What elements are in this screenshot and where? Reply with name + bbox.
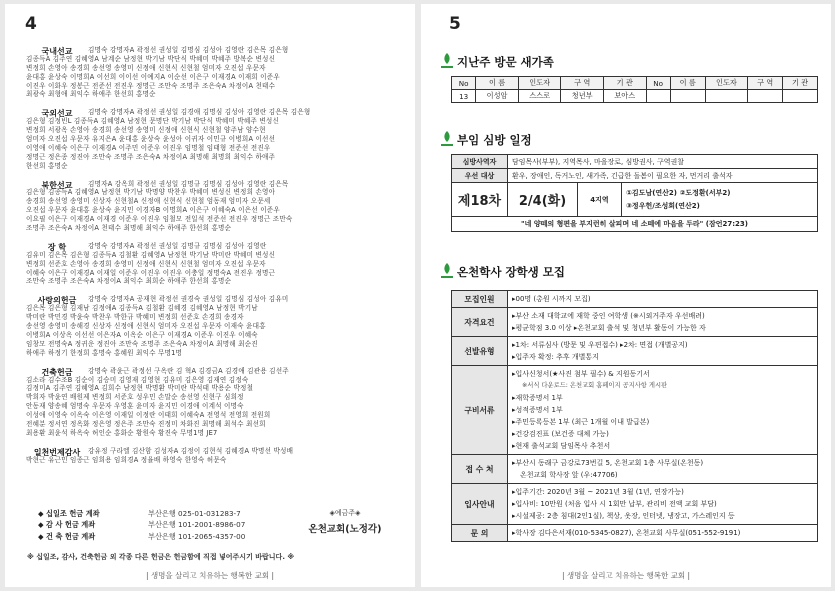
column-header: 이 름 bbox=[476, 77, 519, 90]
row-line: ▸1차: 서류심사 (방문 및 우편접수) ▸2차: 면접 (개별공지) bbox=[512, 341, 688, 349]
leaf-icon bbox=[441, 262, 453, 280]
page-footer: | 생명을 살리고 치유하는 행복한 교회 | bbox=[145, 571, 275, 580]
offering-names: 김은목 김은형 김재남 김정애A 김종득A 김철환 김혜경 김혜영A 남정현 박기남 bbox=[26, 304, 258, 313]
offering-title: 국내선교 bbox=[41, 47, 73, 56]
offering-names: 이성애 이영숙 이옥숙 이은영 이재일 이정란 이태희 이혜숙A 전영석 전영희 전원희 bbox=[26, 411, 271, 420]
visit-round: 제18차 bbox=[452, 183, 508, 217]
offering-names: 윤대홍 윤상숙 이명희A 이선희 이이선 이예지A 이순선 이은구 이재경A 이재희 이준우 bbox=[26, 72, 280, 81]
row-label: 문 의 bbox=[452, 525, 508, 542]
visitor-no: 13 bbox=[452, 90, 476, 103]
offering-names: 이진우 이화우 정봉근 전준선 전진우 정명근 조만숙 조명주 조은숙A 차정이A 천태수 bbox=[26, 81, 276, 90]
account-number: 부산은행 025-01-031283-7 bbox=[148, 508, 241, 518]
table-row bbox=[452, 155, 818, 169]
offering-title: 장 학 bbox=[47, 242, 67, 252]
empty-cell bbox=[670, 90, 705, 103]
offering-group bbox=[26, 180, 406, 233]
visitor-org: 보아스 bbox=[603, 90, 646, 103]
offering-names: 조명주 조은숙A 차정이A 천태수 최명해 최익수 하애주 한선희 홍명순 bbox=[26, 224, 232, 233]
visit-table bbox=[451, 154, 818, 232]
offering-names: 김은형 김정빈L 김종득A 김혜영A 남정현 문명단 박기남 박단식 박혜미 박혜주 변성신 bbox=[26, 117, 280, 126]
offering-names: 한선희 홍명순 bbox=[26, 161, 68, 170]
offering-names: 전혜분 정서연 정옥화 정은영 정은주 조만숙 진정미 차화진 최명해 최석수 최선희 bbox=[26, 419, 266, 428]
visitor-name: 이성암 bbox=[476, 90, 519, 103]
offering-group bbox=[26, 367, 406, 438]
row-line: ▸입주자 확정: 추후 개별통지 bbox=[512, 353, 599, 361]
right-page bbox=[421, 4, 831, 587]
table-row bbox=[452, 308, 818, 337]
page-number: 5 bbox=[449, 14, 461, 34]
visit-title: 부임 심방 일정 bbox=[457, 133, 532, 147]
offering-names: 박미란 박민경 박윤숙 박찬우 박한규 박혜미 변정희 선준호 손경희 송경자 bbox=[26, 313, 244, 322]
column-header: 인도자 bbox=[705, 77, 748, 90]
offering-group bbox=[26, 46, 406, 99]
row-line: ▸학사장 김다은서재(010-5345-0827), 온천교회 사무실(051-552-9191) bbox=[512, 529, 741, 537]
visit-date: 2/4(화) bbox=[508, 183, 578, 217]
table-row bbox=[452, 291, 818, 308]
table-row bbox=[452, 525, 818, 542]
leaf-icon bbox=[441, 52, 453, 70]
visitor-guide: 스스로 bbox=[518, 90, 561, 103]
offering-names: 안동재 양송혜 엄명숙 우문자 우영훈 윤미자 윤지민 이경애 이계석 이명숙 bbox=[26, 402, 244, 411]
row-line: ▸00명 (총원 시까지 모집) bbox=[512, 295, 591, 303]
offering-names: 김명자A 강옥희 곽정선 권성일 김명규 김명심 김성아 김영란 김은목 bbox=[88, 179, 289, 188]
offering-names: 송선영 송영미 송해경 신상자 신정애 신현식 엄미자 오진섭 우문자 이재숙 윤대홍 bbox=[26, 322, 266, 331]
scholarship-title: 온천학사 장학생 모집 bbox=[457, 265, 565, 279]
offering-names: 하애주 하정기 한정희 홍명숙 홍혜원 최익수 무명1명 bbox=[26, 348, 183, 357]
row-label: 입사안내 bbox=[452, 484, 508, 525]
offering-names: 김종득A 김주연 김혜영A 남계순 남정현 박기남 박단식 박혜미 박혜주 방복순 변성신 bbox=[26, 54, 276, 63]
leaf-icon bbox=[441, 130, 453, 148]
offering-title: 건축헌금 bbox=[41, 367, 73, 377]
empty-cell bbox=[705, 90, 748, 103]
offering-title: 사랑의헌금 bbox=[37, 296, 77, 306]
row-line: ▸시설제공: 2층 침대(2인1실), 책상, 옷장, 인터넷, 냉장고, 가스레인지 등 bbox=[512, 512, 735, 520]
offering-names: 변정희 손영아 송경희 송선영 송영미 신정애 신현식 신현철 엄미자 오진섭 우문자 bbox=[26, 63, 266, 72]
offering-accounts bbox=[38, 508, 393, 543]
scholarship-table bbox=[451, 290, 818, 542]
column-header: 인도자 bbox=[518, 77, 561, 90]
table-row bbox=[452, 337, 818, 366]
offering-names: 강명숙 강명자A 곽정선 권성일 김명규 김명심 김성아 김영란 bbox=[88, 241, 267, 250]
offering-names: 김명숙 강명자A 곽정선 권성일 김경애 김명심 김성아 김영란 김은목 김은형 bbox=[88, 108, 311, 117]
row-line: ▸건강검진표 (보건증 대체 가능) bbox=[512, 430, 609, 438]
empty-cell bbox=[748, 90, 783, 103]
row-line: ▸입사비: 10만원 (처음 입사 시 1회만 납부, 관리비 전액 교회 부담) bbox=[512, 500, 717, 508]
offering-names: 김은형 김종득A 김혜영A 남정현 박기남 박명양 박찬우 박혜미 변성신 변정희 손영아 bbox=[26, 188, 276, 197]
depositor-label: ◈예금주◈ bbox=[329, 509, 361, 517]
offering-names: 오진섭 우문자 윤대홍 윤상숙 윤지민 이경자B 이명희A 이은구 이혜숙A 이은선 이준우 bbox=[26, 206, 280, 215]
offering-names: 조만숙 조명주 조은숙A 차정이A 최익수 최희순 하애주 한선희 홍명순 bbox=[26, 277, 232, 286]
row-line: ▸성적증명서 1부 bbox=[512, 406, 563, 414]
row-line: ▸부산시 동래구 금강로73번길 5, 온천교회 1층 사무실(온천동) bbox=[512, 459, 704, 467]
offering-list bbox=[26, 46, 406, 474]
row-label: 심방사역자 bbox=[452, 155, 508, 169]
column-header: No bbox=[452, 77, 476, 90]
row-value: 담임목사(부부), 지역목사, 마을장로, 심방권사, 구역권찰 bbox=[508, 155, 818, 169]
offering-names: 엄미자 오진섭 우문자 유지은A 윤대홍 윤상숙 윤성아 이귀자 이민규 이병희A 이선선 bbox=[26, 135, 276, 144]
row-label: 우선 대상 bbox=[452, 169, 508, 183]
offering-group bbox=[26, 108, 406, 170]
column-header: 구 역 bbox=[748, 77, 783, 90]
empty-cell bbox=[783, 90, 818, 103]
table-row bbox=[452, 366, 818, 455]
visitors-title: 지난주 방문 새가족 bbox=[457, 55, 554, 69]
offering-names: 박희자 박윤연 배원제 변정희 서준호 성우민 손말순 송선영 신현구 심희정 bbox=[26, 393, 244, 402]
row-label: 접 수 처 bbox=[452, 455, 508, 484]
account-number: 부산은행 101-2065-4357-00 bbox=[148, 531, 246, 541]
table-row bbox=[452, 90, 818, 103]
offering-names: 강명숙 강명자A 공재현 곽정선 권경숙 권성일 김명심 김성아 김유미 bbox=[88, 295, 289, 304]
depositor-name: 온천교회(노정각) bbox=[308, 524, 382, 535]
table-row bbox=[452, 169, 818, 183]
offering-names: 김명숙 강명자A 곽정선 권성일 김명심 김성아 김영란 김은목 김은형 bbox=[88, 46, 289, 54]
row-line: ※서식 다운로드: 온천교회 홈페이지 공지사항 게시판 bbox=[522, 382, 668, 389]
account-label: ◆ 건 축 헌금 계좌 bbox=[38, 531, 96, 541]
offering-names: 이혜숙 이은구 이재경A 이재일 이준우 이진우 이진우 이충일 정명숙A 전진우 정명근 bbox=[26, 268, 276, 277]
table-row bbox=[452, 217, 818, 232]
offering-names: 변정희 서광옥 손영아 송경희 송선영 송영미 신정애 신현식 신현철 양주남 양수현 bbox=[26, 126, 266, 135]
offering-group bbox=[26, 242, 406, 286]
offering-group bbox=[26, 447, 406, 465]
offering-names: 김소라 김수조B 김순이 김승미 김영재 김영현 김유미 김은영 김재연 김정숙 bbox=[26, 375, 249, 384]
offering-names: 이병희A 이상옥 이선선 이은자A 이옥순 이은구 이재경A 이준우 이진우 이혜숙 bbox=[26, 330, 258, 339]
account-number: 부산은행 101-2001-8986-07 bbox=[148, 520, 246, 530]
column-header: 기 관 bbox=[783, 77, 818, 90]
row-line: 온천교회 학사장 앞 (우:47706) bbox=[520, 471, 618, 479]
column-header: 이 름 bbox=[670, 77, 705, 90]
visit-count: 4지역 bbox=[578, 183, 622, 217]
row-label: 선발유형 bbox=[452, 337, 508, 366]
offering-names: 이영애 이혜숙 이은구 이재경A 이주민 이준우 이진우 임명철 임태형 전준선 전진우 bbox=[26, 143, 271, 152]
page-number: 4 bbox=[25, 14, 37, 34]
offering-names: 강명숙 곽윤근 곽정선 구옥란 김 혁A 김경금A 김경애 김관용 김선주 bbox=[88, 366, 289, 375]
offering-names: 김유미 김은목 김은형 김종득A 김철환 김혜영A 남정현 박기남 박미란 박혜미 변성신 bbox=[26, 250, 276, 259]
offering-names: 변정희 선준호 손영아 송경희 송영미 신정애 신현식 신현철 엄미자 오진섭 우문자 bbox=[26, 259, 266, 268]
offering-names: 박현근 유근민 임종근 임희용 임희경A 정율배 하영숙 한영숙 허문숙 bbox=[26, 455, 227, 464]
column-header: 구 역 bbox=[561, 77, 604, 90]
left-page bbox=[5, 4, 415, 587]
table-header-row bbox=[452, 77, 818, 90]
row-label: 자격요건 bbox=[452, 308, 508, 337]
offering-names: 최용환 최윤석 하옥숙 허인순 홍화순 황원숙 황진숙 무명1명 JE7 bbox=[26, 428, 218, 437]
page-footer: | 생명을 살리고 치유하는 행복한 교회 | bbox=[561, 571, 691, 580]
row-line: ▸주민등록등본 1부 (최근 1개월 이내 발급본) bbox=[512, 418, 650, 426]
row-line: ▸입사신청서(★사진 첨부 필수) & 지원동기서 bbox=[512, 370, 650, 378]
offering-title: 북한선교 bbox=[41, 180, 73, 190]
table-row bbox=[452, 455, 818, 484]
account-label: ◆ 십일조 헌금 계좌 bbox=[38, 508, 100, 518]
visitors-table bbox=[451, 76, 818, 103]
row-line: ▸현재 출석교회 담임목사 추천서 bbox=[512, 442, 611, 450]
account-label: ◆ 감 사 헌금 계좌 bbox=[38, 520, 96, 530]
offering-names: 최광숙 최형애 최익수 하애주 한선희 홍명순 bbox=[26, 90, 156, 99]
empty-cell bbox=[646, 90, 670, 103]
visitor-district: 청년부 bbox=[561, 90, 604, 103]
row-line: ▸입주기간: 2020년 3월 ~ 2021년 3월 (1년, 연장가능) bbox=[512, 488, 684, 496]
offering-names: 강유정 구라엘 김산함 김성자A 김정이 김현석 김혜경A 박명선 박성배 bbox=[88, 446, 294, 455]
offering-names: 송경희 송선영 송영미 신상자 신현철A 신정애 신현식 신현철 엄동재 엄미자 오문세 bbox=[26, 197, 271, 206]
row-line: ▸평균학점 3.0 이상 ▸온천교회 출석 및 청년부 활동이 가능한 자 bbox=[512, 324, 706, 332]
row-line: ▸재학증명서 1부 bbox=[512, 394, 563, 402]
bible-verse: "네 양떼의 형편을 부지런히 살피며 네 소떼에 마음을 두라" (잠언27:23) bbox=[452, 217, 818, 232]
row-label: 모집인원 bbox=[452, 291, 508, 308]
offering-group bbox=[26, 295, 406, 357]
table-row bbox=[452, 484, 818, 525]
column-header: No bbox=[646, 77, 670, 90]
offering-names: 임창모 전명숙A 정귀운 정진아 조만숙 조명주 조은숙A 차정이A 최명해 최순진 bbox=[26, 339, 258, 348]
column-header: 기 관 bbox=[603, 77, 646, 90]
depositor-box bbox=[297, 508, 393, 535]
table-row bbox=[452, 183, 818, 217]
row-value: 환우, 장애인, 독거노인, 새가족, 긴급한 돌봄이 필요한 자, 먼거리 출석자 bbox=[508, 169, 818, 183]
offering-names: 정명근 정은종 정진아 조만숙 조명주 조은숙A 차정이A 최명해 최명희 최익수 하애주 bbox=[26, 152, 276, 161]
offering-title: 국외선교 bbox=[41, 109, 73, 119]
offering-title: 일천번제감사 bbox=[33, 447, 81, 457]
visit-groups: ③정우헌/조성희(연산2) bbox=[626, 201, 700, 210]
row-line: ▸부산 소재 대학교에 재학 중인 여학생 (※시외거주자 우선배려) bbox=[512, 312, 705, 320]
offering-names: 김정미A 김주연 김혜영A 김희수 남정현 박명환 박미란 박석태 박용순 박정철 bbox=[26, 384, 254, 393]
visit-groups: ①김도남(연산2) ②도정환(서부2) bbox=[626, 188, 731, 197]
offering-names: 이요필 이은구 이재경A 이재경 이준우 이진우 임철모 전일석 전준선 전진우 정명근 조만숙 bbox=[26, 215, 293, 224]
row-label: 구비서류 bbox=[452, 366, 508, 455]
offering-note: ※ 십일조, 감사, 건축헌금 외 각종 다른 헌금은 헌금함에 직접 넣어주시기 바랍니다. ※ bbox=[27, 553, 295, 561]
